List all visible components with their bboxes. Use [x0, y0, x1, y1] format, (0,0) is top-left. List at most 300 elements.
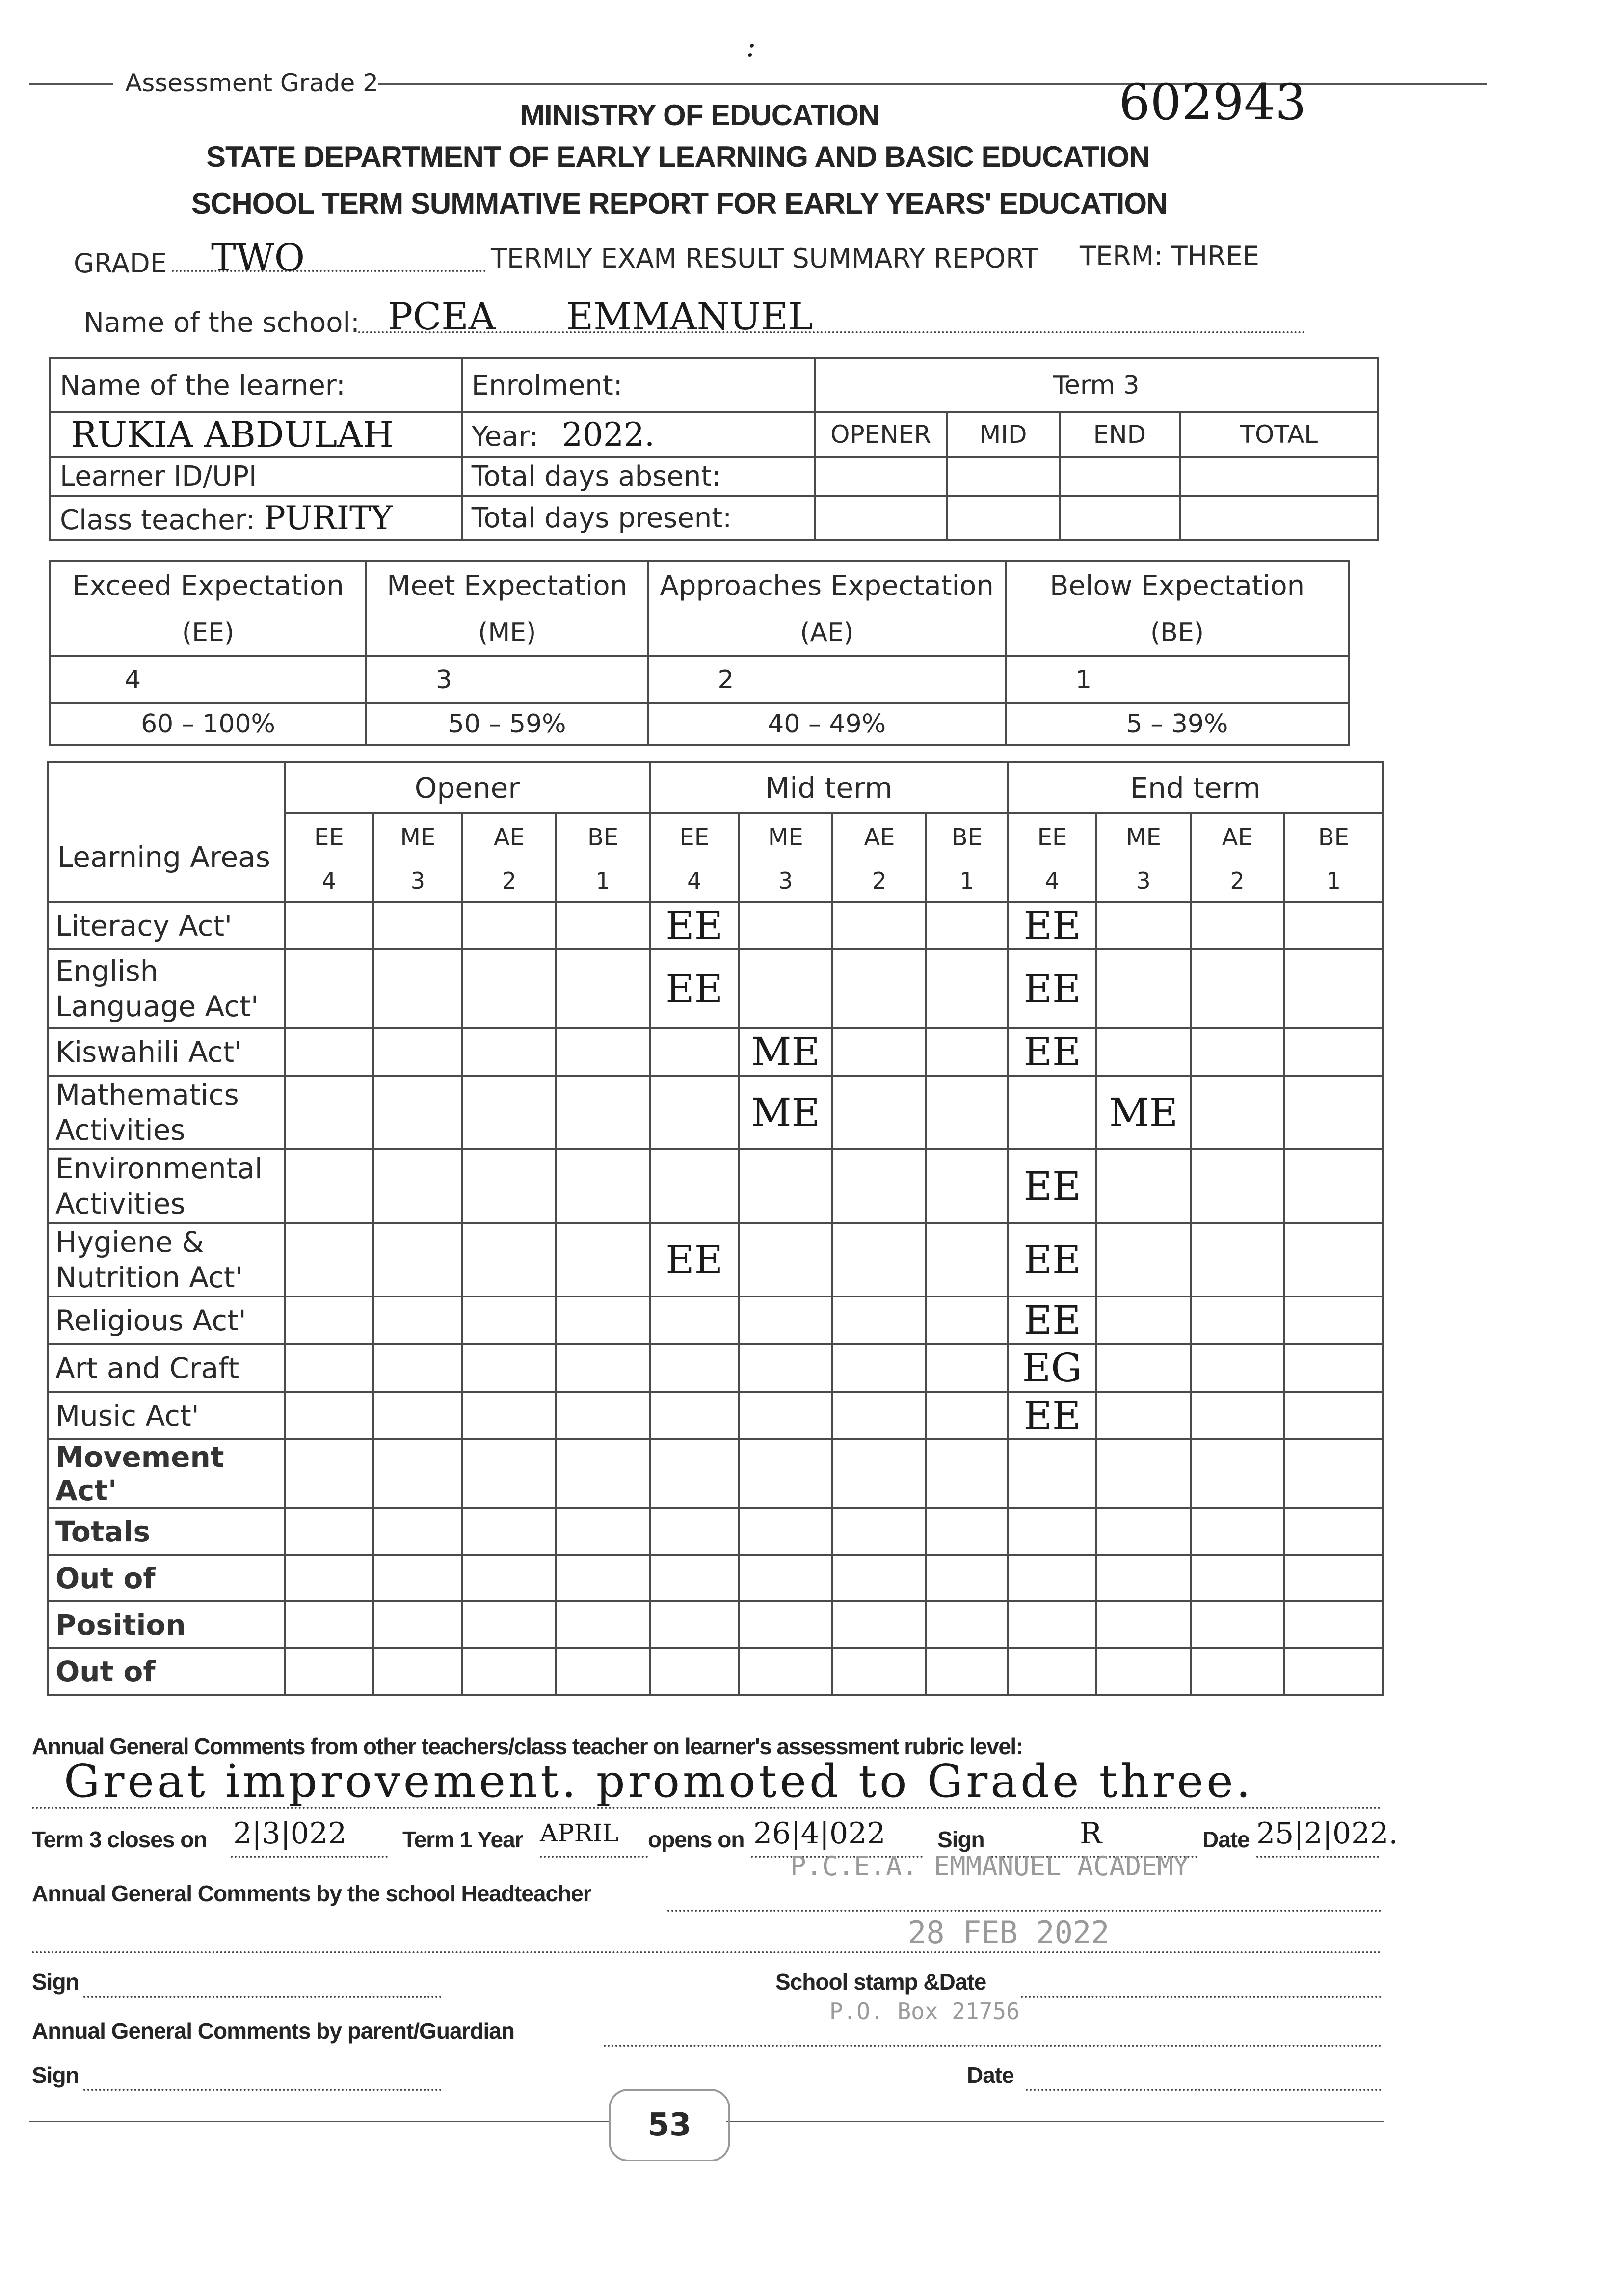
- grade-mark-cell: [373, 1028, 462, 1076]
- total-header: TOTAL: [1180, 412, 1378, 457]
- table-row: [48, 1028, 1383, 1076]
- table-row: [48, 1555, 1383, 1601]
- grade-mark-cell: [462, 1439, 556, 1508]
- grade-mark-cell: [285, 1223, 373, 1297]
- grade-mark-cell: EE: [650, 1223, 739, 1297]
- table-row: [48, 1648, 1383, 1695]
- grade-mark-cell: [556, 1392, 650, 1439]
- grade-mark-cell: [832, 1223, 926, 1297]
- grade-mark-cell: [739, 1149, 832, 1223]
- grade-mark-cell: [926, 1149, 1008, 1223]
- grade-mark-cell: [739, 949, 832, 1028]
- grade-mark-cell: [285, 1028, 373, 1076]
- grade-mark-cell: [373, 1344, 462, 1392]
- learner-id-label: Learner ID/UPI: [50, 457, 462, 496]
- rubric-ae-code: (AE): [648, 610, 1006, 656]
- grade-mark-cell: [556, 1648, 650, 1695]
- rubric-be-range: 5 – 39%: [1006, 703, 1349, 745]
- learning-area-name: Literacy Act': [48, 902, 285, 949]
- table-row: [48, 1149, 1383, 1223]
- cell-empty: [48, 762, 285, 813]
- grade-mark-cell: [285, 1344, 373, 1392]
- grade-mark-cell: [1191, 1028, 1284, 1076]
- grade-mark-cell: EE: [1008, 902, 1096, 949]
- class-teacher-cell: [50, 496, 462, 540]
- grade-mark-cell: [556, 1297, 650, 1344]
- grade-mark-cell: [1096, 1439, 1190, 1508]
- grade-mark-cell: [462, 1028, 556, 1076]
- grade-mark-cell: EE: [1008, 1149, 1096, 1223]
- sign-label: Sign: [937, 1827, 984, 1852]
- grade-mark-cell: ME: [1096, 1076, 1190, 1149]
- table-row: [48, 1076, 1383, 1149]
- rubric-ee-score: 4: [50, 656, 366, 703]
- stamp-school-name: P.C.E.A. EMMANUEL ACADEMY: [790, 1851, 1189, 1882]
- rubric-ae-name: Approaches Expectation: [648, 561, 1006, 610]
- parent-comments-line: [604, 2045, 1382, 2047]
- rubric-be-name: Below Expectation: [1006, 561, 1349, 610]
- grade-mark-cell: [832, 1648, 926, 1695]
- grade-mark-cell: [1284, 949, 1383, 1028]
- level-header: ME: [1096, 813, 1190, 860]
- grade-mark-cell: [1008, 1648, 1096, 1695]
- term1-year-value: APRIL: [540, 1819, 619, 1847]
- grade-mark-cell: [373, 1076, 462, 1149]
- grade-mark-cell: [373, 1508, 462, 1555]
- level-header: AE: [462, 813, 556, 860]
- grade-mark-cell: [832, 1439, 926, 1508]
- grade-mark-cell: [556, 1076, 650, 1149]
- cell-empty: [1180, 457, 1378, 496]
- grade-mark-cell: [926, 949, 1008, 1028]
- headteacher-comments-label: Annual General Comments by the school Headteacher: [32, 1881, 591, 1906]
- class-teacher-value: PURITY: [264, 499, 393, 537]
- learning-area-name: Movement Act': [48, 1439, 285, 1508]
- grade-mark-cell: [650, 1297, 739, 1344]
- grade-mark-cell: [462, 1648, 556, 1695]
- level-header: EE: [650, 813, 739, 860]
- grade-mark-cell: [285, 1439, 373, 1508]
- learning-area-name: Kiswahili Act': [48, 1028, 285, 1076]
- learning-area-name: Position: [48, 1601, 285, 1648]
- score-header: 1: [1284, 860, 1383, 902]
- period-header: Opener: [285, 762, 650, 813]
- score-header: 4: [650, 860, 739, 902]
- page-mark: :: [746, 29, 756, 64]
- grade-mark-cell: [650, 1508, 739, 1555]
- page-number: 53: [609, 2089, 730, 2161]
- score-header: 1: [926, 860, 1008, 902]
- level-header: ME: [739, 813, 832, 860]
- grade-mark-cell: [556, 949, 650, 1028]
- grade-mark-cell: [556, 1149, 650, 1223]
- grade-mark-cell: [1191, 1555, 1284, 1601]
- cell-empty: [815, 496, 947, 540]
- parent-comments-label: Annual General Comments by parent/Guardian: [32, 2018, 514, 2044]
- grade-mark-cell: [832, 902, 926, 949]
- rubric-me-name: Meet Expectation: [366, 561, 648, 610]
- grade-mark-cell: [650, 1344, 739, 1392]
- grade-mark-cell: ME: [739, 1076, 832, 1149]
- grade-mark-cell: [1284, 1508, 1383, 1555]
- grade-mark-cell: [1284, 902, 1383, 949]
- grade-mark-cell: [1284, 1028, 1383, 1076]
- grade-mark-cell: [462, 1344, 556, 1392]
- rubric-ee-name: Exceed Expectation: [50, 561, 366, 610]
- score-header: 3: [373, 860, 462, 902]
- table-row: [48, 1439, 1383, 1508]
- teacher-comments-value: Great improvement. promoted to Grade three.: [64, 1755, 1253, 1808]
- learning-area-name: Environmental Activities: [48, 1149, 285, 1223]
- grade-mark-cell: [1191, 1601, 1284, 1648]
- grade-mark-cell: [373, 1297, 462, 1344]
- grade-mark-cell: [1096, 1297, 1190, 1344]
- grade-mark-cell: [556, 1601, 650, 1648]
- grade-mark-cell: [462, 949, 556, 1028]
- opener-header: OPENER: [815, 412, 947, 457]
- assessment-label: Assessment Grade 2: [125, 69, 378, 97]
- level-header: BE: [926, 813, 1008, 860]
- period-header-row: [48, 762, 1383, 813]
- grade-mark-cell: EE: [650, 902, 739, 949]
- learning-area-name: Hygiene & Nutrition Act': [48, 1223, 285, 1297]
- class-teacher-label: Class teacher:: [60, 504, 255, 536]
- grade-mark-cell: [650, 1601, 739, 1648]
- rubric-be-score: 1: [1006, 656, 1349, 703]
- grade-mark-cell: [1191, 1648, 1284, 1695]
- grade-mark-cell: [1191, 1344, 1284, 1392]
- grade-mark-cell: [739, 902, 832, 949]
- level-header-row: [48, 813, 1383, 860]
- grade-mark-cell: [739, 1344, 832, 1392]
- grade-mark-cell: [285, 1076, 373, 1149]
- grade-mark-cell: [373, 1223, 462, 1297]
- grade-mark-cell: [832, 1149, 926, 1223]
- grade-label: GRADE: [74, 248, 167, 279]
- grade-mark-cell: [832, 1601, 926, 1648]
- table-row: [48, 902, 1383, 949]
- grade-mark-cell: [285, 949, 373, 1028]
- grade-mark-cell: [285, 1149, 373, 1223]
- grade-mark-cell: [1284, 1297, 1383, 1344]
- grade-mark-cell: EE: [1008, 949, 1096, 1028]
- date-label: Date: [1202, 1827, 1250, 1852]
- score-header: 2: [462, 860, 556, 902]
- grade-value: TWO: [211, 236, 305, 279]
- grade-mark-cell: [1008, 1555, 1096, 1601]
- learner-name-value: RUKIA ABDULAH: [50, 412, 462, 457]
- opens-on-value: 26|4|022: [753, 1816, 886, 1851]
- grade-mark-cell: [285, 1297, 373, 1344]
- term1-year-line: [540, 1856, 648, 1858]
- grade-mark-cell: [1096, 1223, 1190, 1297]
- grade-mark-cell: [462, 1601, 556, 1648]
- rubric-ee-range: 60 – 100%: [50, 703, 366, 745]
- period-header: End term: [1008, 762, 1383, 813]
- days-present-label: Total days present:: [462, 496, 815, 540]
- stamp-line: [1021, 1996, 1382, 1998]
- grade-mark-cell: [462, 1508, 556, 1555]
- year-label: Year:: [471, 420, 539, 453]
- grade-mark-cell: [1096, 1028, 1190, 1076]
- cell-empty: [1060, 496, 1180, 540]
- grade-mark-cell: [1096, 1648, 1190, 1695]
- grade-mark-cell: [739, 1555, 832, 1601]
- grade-mark-cell: [1008, 1601, 1096, 1648]
- grade-mark-cell: [1191, 949, 1284, 1028]
- grade-mark-cell: [1008, 1076, 1096, 1149]
- report-title: SCHOOL TERM SUMMATIVE REPORT FOR EARLY YEARS' EDUCATION: [191, 187, 1168, 220]
- grade-mark-cell: [373, 1555, 462, 1601]
- grade-mark-cell: [1096, 1344, 1190, 1392]
- grade-mark-cell: [556, 1028, 650, 1076]
- grade-mark-cell: [1008, 1508, 1096, 1555]
- grade-mark-cell: ME: [739, 1028, 832, 1076]
- cell-empty: [1060, 457, 1180, 496]
- rubric-be-code: (BE): [1006, 610, 1349, 656]
- sign2-label: Sign: [32, 1969, 79, 1995]
- grade-mark-cell: [1191, 1392, 1284, 1439]
- grade-mark-cell: [285, 1648, 373, 1695]
- score-header: 4: [285, 860, 373, 902]
- sign-value: R: [1080, 1816, 1102, 1851]
- sign3-label: Sign: [32, 2062, 79, 2088]
- learning-area-name: Totals: [48, 1508, 285, 1555]
- learner-name-label: Name of the learner:: [50, 358, 462, 412]
- learning-area-name: Mathematics Activities: [48, 1076, 285, 1149]
- headteacher-comments-line-2: [32, 1951, 1382, 1953]
- table-row: [48, 1297, 1383, 1344]
- days-absent-label: Total days absent:: [462, 457, 815, 496]
- grade-mark-cell: [1284, 1392, 1383, 1439]
- table-row: [48, 1601, 1383, 1648]
- learning-area-name: Religious Act': [48, 1297, 285, 1344]
- learning-area-name: Art and Craft: [48, 1344, 285, 1392]
- grade-mark-cell: [1096, 902, 1190, 949]
- grade-mark-cell: [832, 1344, 926, 1392]
- grade-mark-cell: [739, 1392, 832, 1439]
- grade-mark-cell: [650, 1149, 739, 1223]
- grade-mark-cell: [373, 1601, 462, 1648]
- grade-mark-cell: [1284, 1223, 1383, 1297]
- grade-mark-cell: [650, 1076, 739, 1149]
- cell-empty: [1180, 496, 1378, 540]
- score-header: 3: [739, 860, 832, 902]
- grade-mark-cell: [1096, 1508, 1190, 1555]
- grade-mark-cell: [739, 1223, 832, 1297]
- grade-mark-cell: [650, 1439, 739, 1508]
- footer-rule-left: [29, 2121, 609, 2122]
- grade-mark-cell: [373, 1392, 462, 1439]
- grade-mark-cell: [926, 1028, 1008, 1076]
- grade-mark-cell: [373, 1439, 462, 1508]
- grade-mark-cell: [739, 1648, 832, 1695]
- level-header: ME: [373, 813, 462, 860]
- grade-mark-cell: [926, 1297, 1008, 1344]
- enrolment-label: Enrolment:: [462, 358, 815, 412]
- grade-mark-cell: [285, 1601, 373, 1648]
- grade-mark-cell: [285, 1508, 373, 1555]
- grade-mark-cell: EG: [1008, 1344, 1096, 1392]
- level-header: AE: [1191, 813, 1284, 860]
- grade-mark-cell: [1096, 1601, 1190, 1648]
- grade-mark-cell: [373, 1648, 462, 1695]
- rubric-ae-score: 2: [648, 656, 1006, 703]
- stamp-address: P.O. Box 21756: [829, 1998, 1020, 2025]
- rubric-table: [49, 560, 1350, 746]
- table-row: [48, 1508, 1383, 1555]
- year-value: 2022.: [562, 415, 655, 454]
- stamp-date: 28 FEB 2022: [908, 1915, 1110, 1950]
- learning-areas-body: [48, 762, 1383, 1695]
- grade-mark-cell: EE: [650, 949, 739, 1028]
- grade-mark-cell: [926, 1555, 1008, 1601]
- rubric-me-score: 3: [366, 656, 648, 703]
- grade-mark-cell: [926, 1392, 1008, 1439]
- cell-empty: [947, 496, 1060, 540]
- grade-mark-cell: [285, 1392, 373, 1439]
- grade-mark-cell: [462, 1223, 556, 1297]
- score-header: 2: [832, 860, 926, 902]
- term1-year-label: Term 1 Year: [402, 1827, 523, 1852]
- grade-mark-cell: [1096, 949, 1190, 1028]
- grade-mark-cell: EE: [1008, 1392, 1096, 1439]
- grade-mark-cell: [1191, 1508, 1284, 1555]
- date-value: 25|2|022.: [1256, 1816, 1398, 1851]
- learning-areas-label: Learning Areas: [48, 813, 285, 902]
- grade-mark-cell: [556, 1439, 650, 1508]
- sign3-line: [83, 2089, 442, 2091]
- period-header: Mid term: [650, 762, 1008, 813]
- grade-mark-cell: [373, 902, 462, 949]
- cell-empty: [815, 457, 947, 496]
- learning-area-name: Out of: [48, 1555, 285, 1601]
- learning-area-name: Music Act': [48, 1392, 285, 1439]
- grade-mark-cell: EE: [1008, 1028, 1096, 1076]
- grade-mark-cell: EE: [1008, 1297, 1096, 1344]
- grade-mark-cell: [1191, 1149, 1284, 1223]
- learning-area-name: Out of: [48, 1648, 285, 1695]
- term-closes-line: [231, 1856, 388, 1858]
- score-header: 4: [1008, 860, 1096, 902]
- score-header: 3: [1096, 860, 1190, 902]
- school-label: Name of the school:: [83, 307, 360, 339]
- date-line: [1256, 1856, 1379, 1858]
- termly-label: TERMLY EXAM RESULT SUMMARY REPORT: [491, 243, 1038, 274]
- grade-mark-cell: [556, 1555, 650, 1601]
- grade-mark-cell: [556, 1508, 650, 1555]
- grade-mark-cell: [926, 1344, 1008, 1392]
- grade-mark-cell: [650, 1555, 739, 1601]
- date3-label: Date: [967, 2062, 1014, 2088]
- rubric-me-range: 50 – 59%: [366, 703, 648, 745]
- level-header: BE: [1284, 813, 1383, 860]
- rubric-ee-code: (EE): [50, 610, 366, 656]
- grade-mark-cell: [1191, 902, 1284, 949]
- learning-area-name: English Language Act': [48, 949, 285, 1028]
- grade-mark-cell: [832, 1028, 926, 1076]
- teacher-comments-label: Annual General Comments from other teachers/class teacher on learner's assessment rubric level:: [32, 1733, 1023, 1759]
- cell-empty: [947, 457, 1060, 496]
- grade-mark-cell: [832, 1076, 926, 1149]
- grade-mark-cell: [926, 1076, 1008, 1149]
- term-closes-label: Term 3 closes on: [32, 1827, 207, 1852]
- grade-mark-cell: [1096, 1392, 1190, 1439]
- state-department-heading: STATE DEPARTMENT OF EARLY LEARNING AND BASIC EDUCATION: [206, 140, 1150, 173]
- level-header: AE: [832, 813, 926, 860]
- grade-mark-cell: [739, 1508, 832, 1555]
- date3-line: [1026, 2089, 1382, 2091]
- grade-mark-cell: [285, 1555, 373, 1601]
- grade-mark-cell: EE: [1008, 1223, 1096, 1297]
- grade-mark-cell: [462, 1392, 556, 1439]
- header-rule-right: [378, 83, 1487, 85]
- grade-mark-cell: [1191, 1076, 1284, 1149]
- sign2-line: [83, 1996, 442, 1998]
- grade-mark-cell: [650, 1648, 739, 1695]
- rubric-me-code: (ME): [366, 610, 648, 656]
- grade-mark-cell: [1284, 1149, 1383, 1223]
- score-header: 1: [556, 860, 650, 902]
- headteacher-comments-line: [667, 1910, 1382, 1912]
- grade-mark-cell: [739, 1601, 832, 1648]
- grade-mark-cell: [650, 1392, 739, 1439]
- level-header: EE: [1008, 813, 1096, 860]
- term-label: TERM: THREE: [1080, 241, 1259, 271]
- grade-mark-cell: [739, 1439, 832, 1508]
- table-row: [48, 1223, 1383, 1297]
- grade-mark-cell: [1284, 1344, 1383, 1392]
- term-heading: Term 3: [815, 358, 1378, 412]
- grade-mark-cell: [832, 1555, 926, 1601]
- table-row: [48, 1392, 1383, 1439]
- grade-mark-cell: [832, 949, 926, 1028]
- grade-mark-cell: [462, 1297, 556, 1344]
- grade-mark-cell: [462, 902, 556, 949]
- grade-mark-cell: [1096, 1149, 1190, 1223]
- opens-on-label: opens on: [648, 1827, 745, 1852]
- footer-rule-right: [726, 2121, 1384, 2122]
- table-row: [48, 949, 1383, 1028]
- term-closes-value: 2|3|022: [233, 1816, 347, 1851]
- stamp-label: School stamp &Date: [775, 1969, 986, 1995]
- grade-mark-cell: [1284, 1439, 1383, 1508]
- grade-mark-cell: [462, 1076, 556, 1149]
- grade-mark-cell: [1096, 1555, 1190, 1601]
- header-rule-left: [29, 83, 113, 85]
- grade-mark-cell: [739, 1297, 832, 1344]
- score-header: 2: [1191, 860, 1284, 902]
- grade-mark-cell: [926, 1601, 1008, 1648]
- rubric-ae-range: 40 – 49%: [648, 703, 1006, 745]
- grade-mark-cell: [1284, 1648, 1383, 1695]
- grade-mark-cell: [462, 1149, 556, 1223]
- grade-mark-cell: [1284, 1601, 1383, 1648]
- serial-number: 602943: [1119, 74, 1306, 131]
- grade-mark-cell: [1191, 1439, 1284, 1508]
- grade-mark-cell: [650, 1028, 739, 1076]
- level-header: BE: [556, 813, 650, 860]
- grade-mark-cell: [1191, 1223, 1284, 1297]
- grade-mark-cell: [832, 1297, 926, 1344]
- grade-mark-cell: [926, 1223, 1008, 1297]
- grade-mark-cell: [373, 949, 462, 1028]
- grade-mark-cell: [556, 1223, 650, 1297]
- learner-info-table: [49, 357, 1379, 541]
- grade-mark-cell: [832, 1392, 926, 1439]
- grade-mark-cell: [1008, 1439, 1096, 1508]
- grade-mark-cell: [373, 1149, 462, 1223]
